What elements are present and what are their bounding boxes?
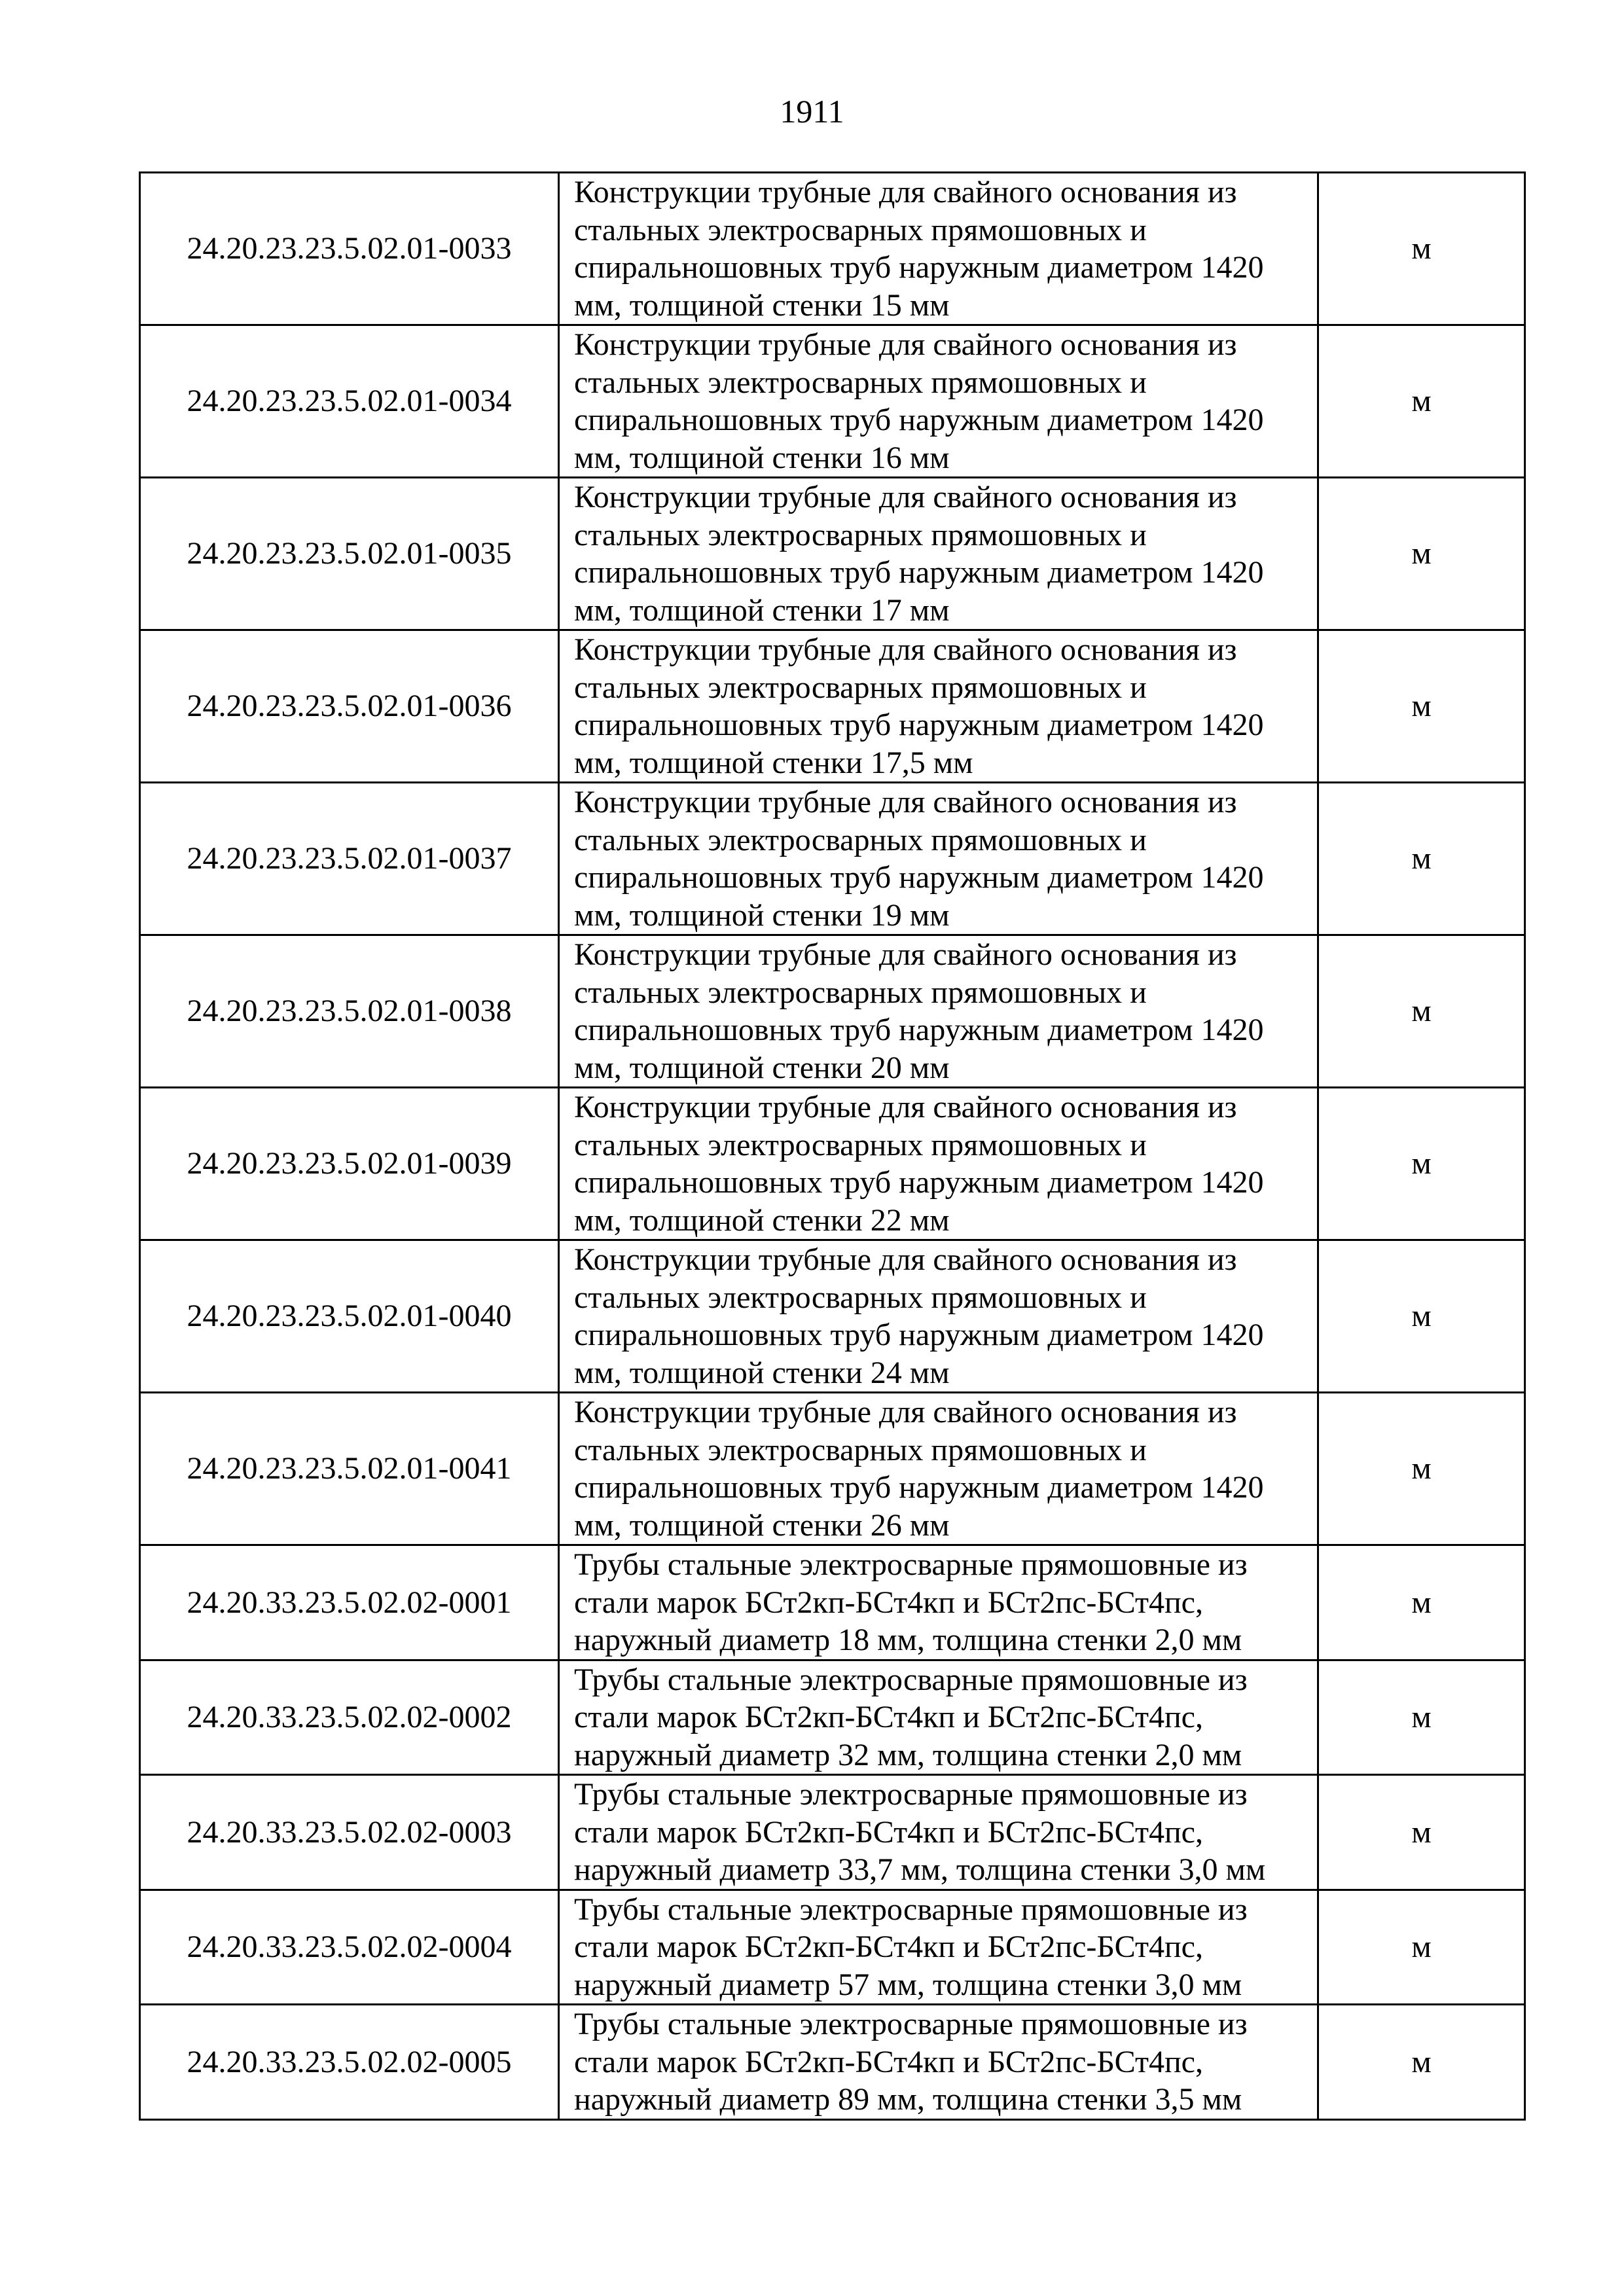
resource-code: 24.20.23.23.5.02.01-0036 — [140, 630, 559, 783]
unit-of-measure: м — [1318, 2005, 1525, 2120]
resource-name: Конструкции трубные для свайного основания из стальных электросварных прямошовных и спиральношовных труб наружным диаметром 1420 мм, толщиной стенки 20 мм — [559, 935, 1318, 1088]
resource-code: 24.20.23.23.5.02.01-0035 — [140, 478, 559, 630]
resource-code: 24.20.23.23.5.02.01-0034 — [140, 325, 559, 478]
resource-name: Конструкции трубные для свайного основания из стальных электросварных прямошовных и спиральношовных труб наружным диаметром 1420 мм, толщиной стенки 15 мм — [559, 173, 1318, 325]
resource-name: Конструкции трубные для свайного основания из стальных электросварных прямошовных и спиральношовных труб наружным диаметром 1420 мм, толщиной стенки 26 мм — [559, 1393, 1318, 1545]
resource-code: 24.20.23.23.5.02.01-0033 — [140, 173, 559, 325]
unit-of-measure: м — [1318, 1890, 1525, 2005]
unit-of-measure: м — [1318, 1545, 1525, 1660]
resource-code: 24.20.23.23.5.02.01-0039 — [140, 1088, 559, 1240]
resource-code: 24.20.33.23.5.02.02-0003 — [140, 1775, 559, 1890]
resource-name: Конструкции трубные для свайного основания из стальных электросварных прямошовных и спиральношовных труб наружным диаметром 1420 мм, толщиной стенки 22 мм — [559, 1088, 1318, 1240]
resource-code: 24.20.33.23.5.02.02-0002 — [140, 1660, 559, 1775]
resource-name: Конструкции трубные для свайного основания из стальных электросварных прямошовных и спиральношовных труб наружным диаметром 1420 мм, толщиной стенки 19 мм — [559, 783, 1318, 935]
table-row — [140, 1088, 1525, 1240]
table-row — [140, 1660, 1525, 1775]
unit-of-measure: м — [1318, 935, 1525, 1088]
resource-name: Трубы стальные электросварные прямошовные из стали марок БСт2кп-БСт4кп и БСт2пс-БСт4пс, наружный диаметр 32 мм, толщина стенки 2,0 мм — [559, 1660, 1318, 1775]
resource-code: 24.20.23.23.5.02.01-0038 — [140, 935, 559, 1088]
table-row — [140, 1890, 1525, 2005]
resource-name: Трубы стальные электросварные прямошовные из стали марок БСт2кп-БСт4кп и БСт2пс-БСт4пс, наружный диаметр 89 мм, толщина стенки 3,5 мм — [559, 2005, 1318, 2120]
unit-of-measure: м — [1318, 173, 1525, 325]
resource-name: Конструкции трубные для свайного основания из стальных электросварных прямошовных и спиральношовных труб наружным диаметром 1420 мм, толщиной стенки 17 мм — [559, 478, 1318, 630]
unit-of-measure: м — [1318, 1088, 1525, 1240]
table-row — [140, 2005, 1525, 2120]
resource-code: 24.20.33.23.5.02.02-0004 — [140, 1890, 559, 2005]
page-number: 1911 — [780, 93, 844, 130]
resource-name: Конструкции трубные для свайного основания из стальных электросварных прямошовных и спиральношовных труб наружным диаметром 1420 мм, толщиной стенки 24 мм — [559, 1240, 1318, 1393]
unit-of-measure: м — [1318, 1240, 1525, 1393]
table-row — [140, 173, 1525, 325]
table-row — [140, 1545, 1525, 1660]
resource-name: Конструкции трубные для свайного основания из стальных электросварных прямошовных и спиральношовных труб наружным диаметром 1420 мм, толщиной стенки 17,5 мм — [559, 630, 1318, 783]
table-row — [140, 783, 1525, 935]
table-row — [140, 935, 1525, 1088]
resource-name: Трубы стальные электросварные прямошовные из стали марок БСт2кп-БСт4кп и БСт2пс-БСт4пс, наружный диаметр 18 мм, толщина стенки 2,0 мм — [559, 1545, 1318, 1660]
unit-of-measure: м — [1318, 783, 1525, 935]
resource-table — [139, 171, 1526, 2121]
table-row — [140, 478, 1525, 630]
unit-of-measure: м — [1318, 1393, 1525, 1545]
table-row — [140, 630, 1525, 783]
resource-name: Трубы стальные электросварные прямошовные из стали марок БСт2кп-БСт4кп и БСт2пс-БСт4пс, наружный диаметр 33,7 мм, толщина стенки 3,0 мм — [559, 1775, 1318, 1890]
resource-name: Конструкции трубные для свайного основания из стальных электросварных прямошовных и спиральношовных труб наружным диаметром 1420 мм, толщиной стенки 16 мм — [559, 325, 1318, 478]
table-row — [140, 1393, 1525, 1545]
unit-of-measure: м — [1318, 630, 1525, 783]
table-row — [140, 325, 1525, 478]
resource-name: Трубы стальные электросварные прямошовные из стали марок БСт2кп-БСт4кп и БСт2пс-БСт4пс, наружный диаметр 57 мм, толщина стенки 3,0 мм — [559, 1890, 1318, 2005]
table-row — [140, 1240, 1525, 1393]
resource-code: 24.20.33.23.5.02.02-0001 — [140, 1545, 559, 1660]
resource-code: 24.20.23.23.5.02.01-0040 — [140, 1240, 559, 1393]
resource-code: 24.20.23.23.5.02.01-0041 — [140, 1393, 559, 1545]
unit-of-measure: м — [1318, 325, 1525, 478]
resource-code: 24.20.33.23.5.02.02-0005 — [140, 2005, 559, 2120]
unit-of-measure: м — [1318, 1775, 1525, 1890]
table-row — [140, 1775, 1525, 1890]
resource-code: 24.20.23.23.5.02.01-0037 — [140, 783, 559, 935]
unit-of-measure: м — [1318, 1660, 1525, 1775]
unit-of-measure: м — [1318, 478, 1525, 630]
